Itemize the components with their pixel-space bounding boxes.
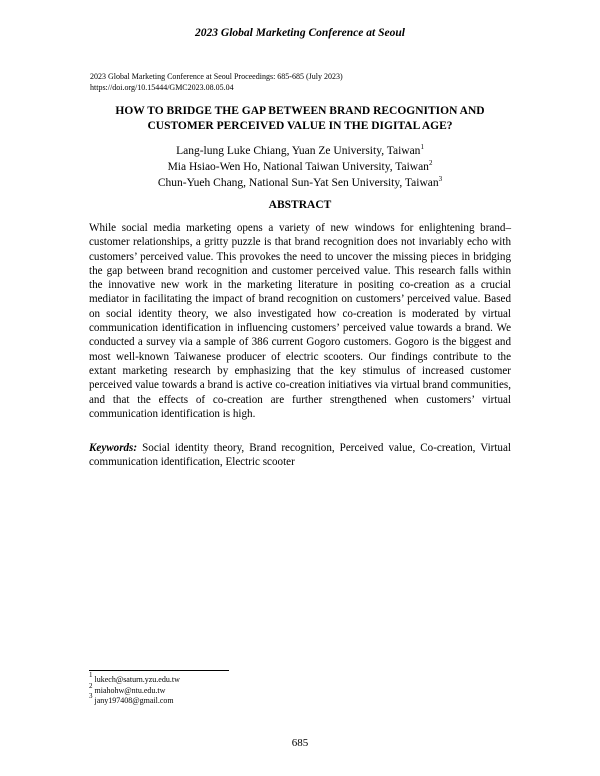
footnote-divider [89, 670, 229, 671]
footnote-3 [89, 692, 180, 707]
proceedings-info [90, 71, 343, 93]
abstract-heading: ABSTRACT [268, 199, 332, 211]
footnote-1-mark: 1 [89, 671, 93, 679]
keywords-paragraph [89, 441, 511, 470]
footnotes [89, 671, 180, 707]
page-number: 685 [291, 737, 309, 749]
footnote-2-email[interactable]: miahohw@ntu.edu.tw [94, 685, 166, 695]
proceedings-citation: 2023 Global Marketing Conference at Seoul Proceedings: 685-685 (July 2023) [90, 72, 343, 81]
author-3-footnote-mark: 3 [438, 175, 443, 183]
title-line-1: HOW TO BRIDGE THE GAP BETWEEN BRAND RECOGNITION AND [115, 105, 485, 117]
author-2-footnote-mark: 2 [428, 159, 433, 167]
author-3 [0, 175, 600, 191]
footnote-3-email[interactable]: jany197408@gmail.com [94, 696, 174, 705]
title-line-2: CUSTOMER PERCEIVED VALUE IN THE DIGITAL AGE? [147, 120, 453, 132]
author-list [0, 143, 600, 191]
doi-link[interactable]: https://doi.org/10.15444/GMC2023.08.05.04 [90, 83, 234, 92]
author-2 [0, 159, 600, 175]
footnote-3-mark: 3 [89, 692, 93, 700]
keywords-label: Keywords: [89, 442, 138, 454]
author-3-name: Chun-Yueh Chang, National Sun-Yat Sen University, Taiwan [157, 177, 439, 189]
footnote-1-email[interactable]: lukech@saturn.yzu.edu.tw [94, 675, 180, 684]
author-2-name: Mia Hsiao-Wen Ho, National Taiwan University, Taiwan [167, 161, 429, 173]
author-1 [0, 143, 600, 159]
paper-title [80, 104, 520, 134]
footnote-1 [89, 671, 180, 686]
keywords-text: Social identity theory, Brand recognition, Perceived value, Co-creation, Virtual communication identification, Electric scooter [89, 442, 511, 469]
footnote-2 [89, 681, 180, 697]
footnote-2-mark: 2 [89, 681, 93, 690]
author-1-name: Lang-lung Luke Chiang, Yuan Ze University, Taiwan [176, 145, 421, 157]
abstract-body: While social media marketing opens a variety of new windows for enlightening brand–customer relationships, a gritty puzzle is that brand recognition does not invariably echo with customers’ perceived value. This provokes the need to uncover the missing pieces in bridging the gap between brand recognition and customer perceived value. This research falls within the innovative new work in the marketing literature in positing co-creation as a crucial mediator in facilitating the impact of brand recognition on customers’ perceived value. Based on social identity theory, we also investigated how co-creation is moderated by virtual communication identification in influencing customers’ perceived value towards a brand. We conducted a survey via a sample of 386 current Gogoro customers. Gogoro is the biggest and most well-known Taiwanese producer of electric scooters. Our findings contribute to the extant marketing research by emphasizing that the key stimulus of increased customer perceived value towards a brand is active co-creation initiatives via virtual brand communities, and that the effects of co-creation are further strengthened when customers’ virtual communication identification is high. [89, 222, 511, 420]
author-1-footnote-mark: 1 [420, 143, 424, 151]
running-header: 2023 Global Marketing Conference at Seoul [195, 27, 405, 39]
